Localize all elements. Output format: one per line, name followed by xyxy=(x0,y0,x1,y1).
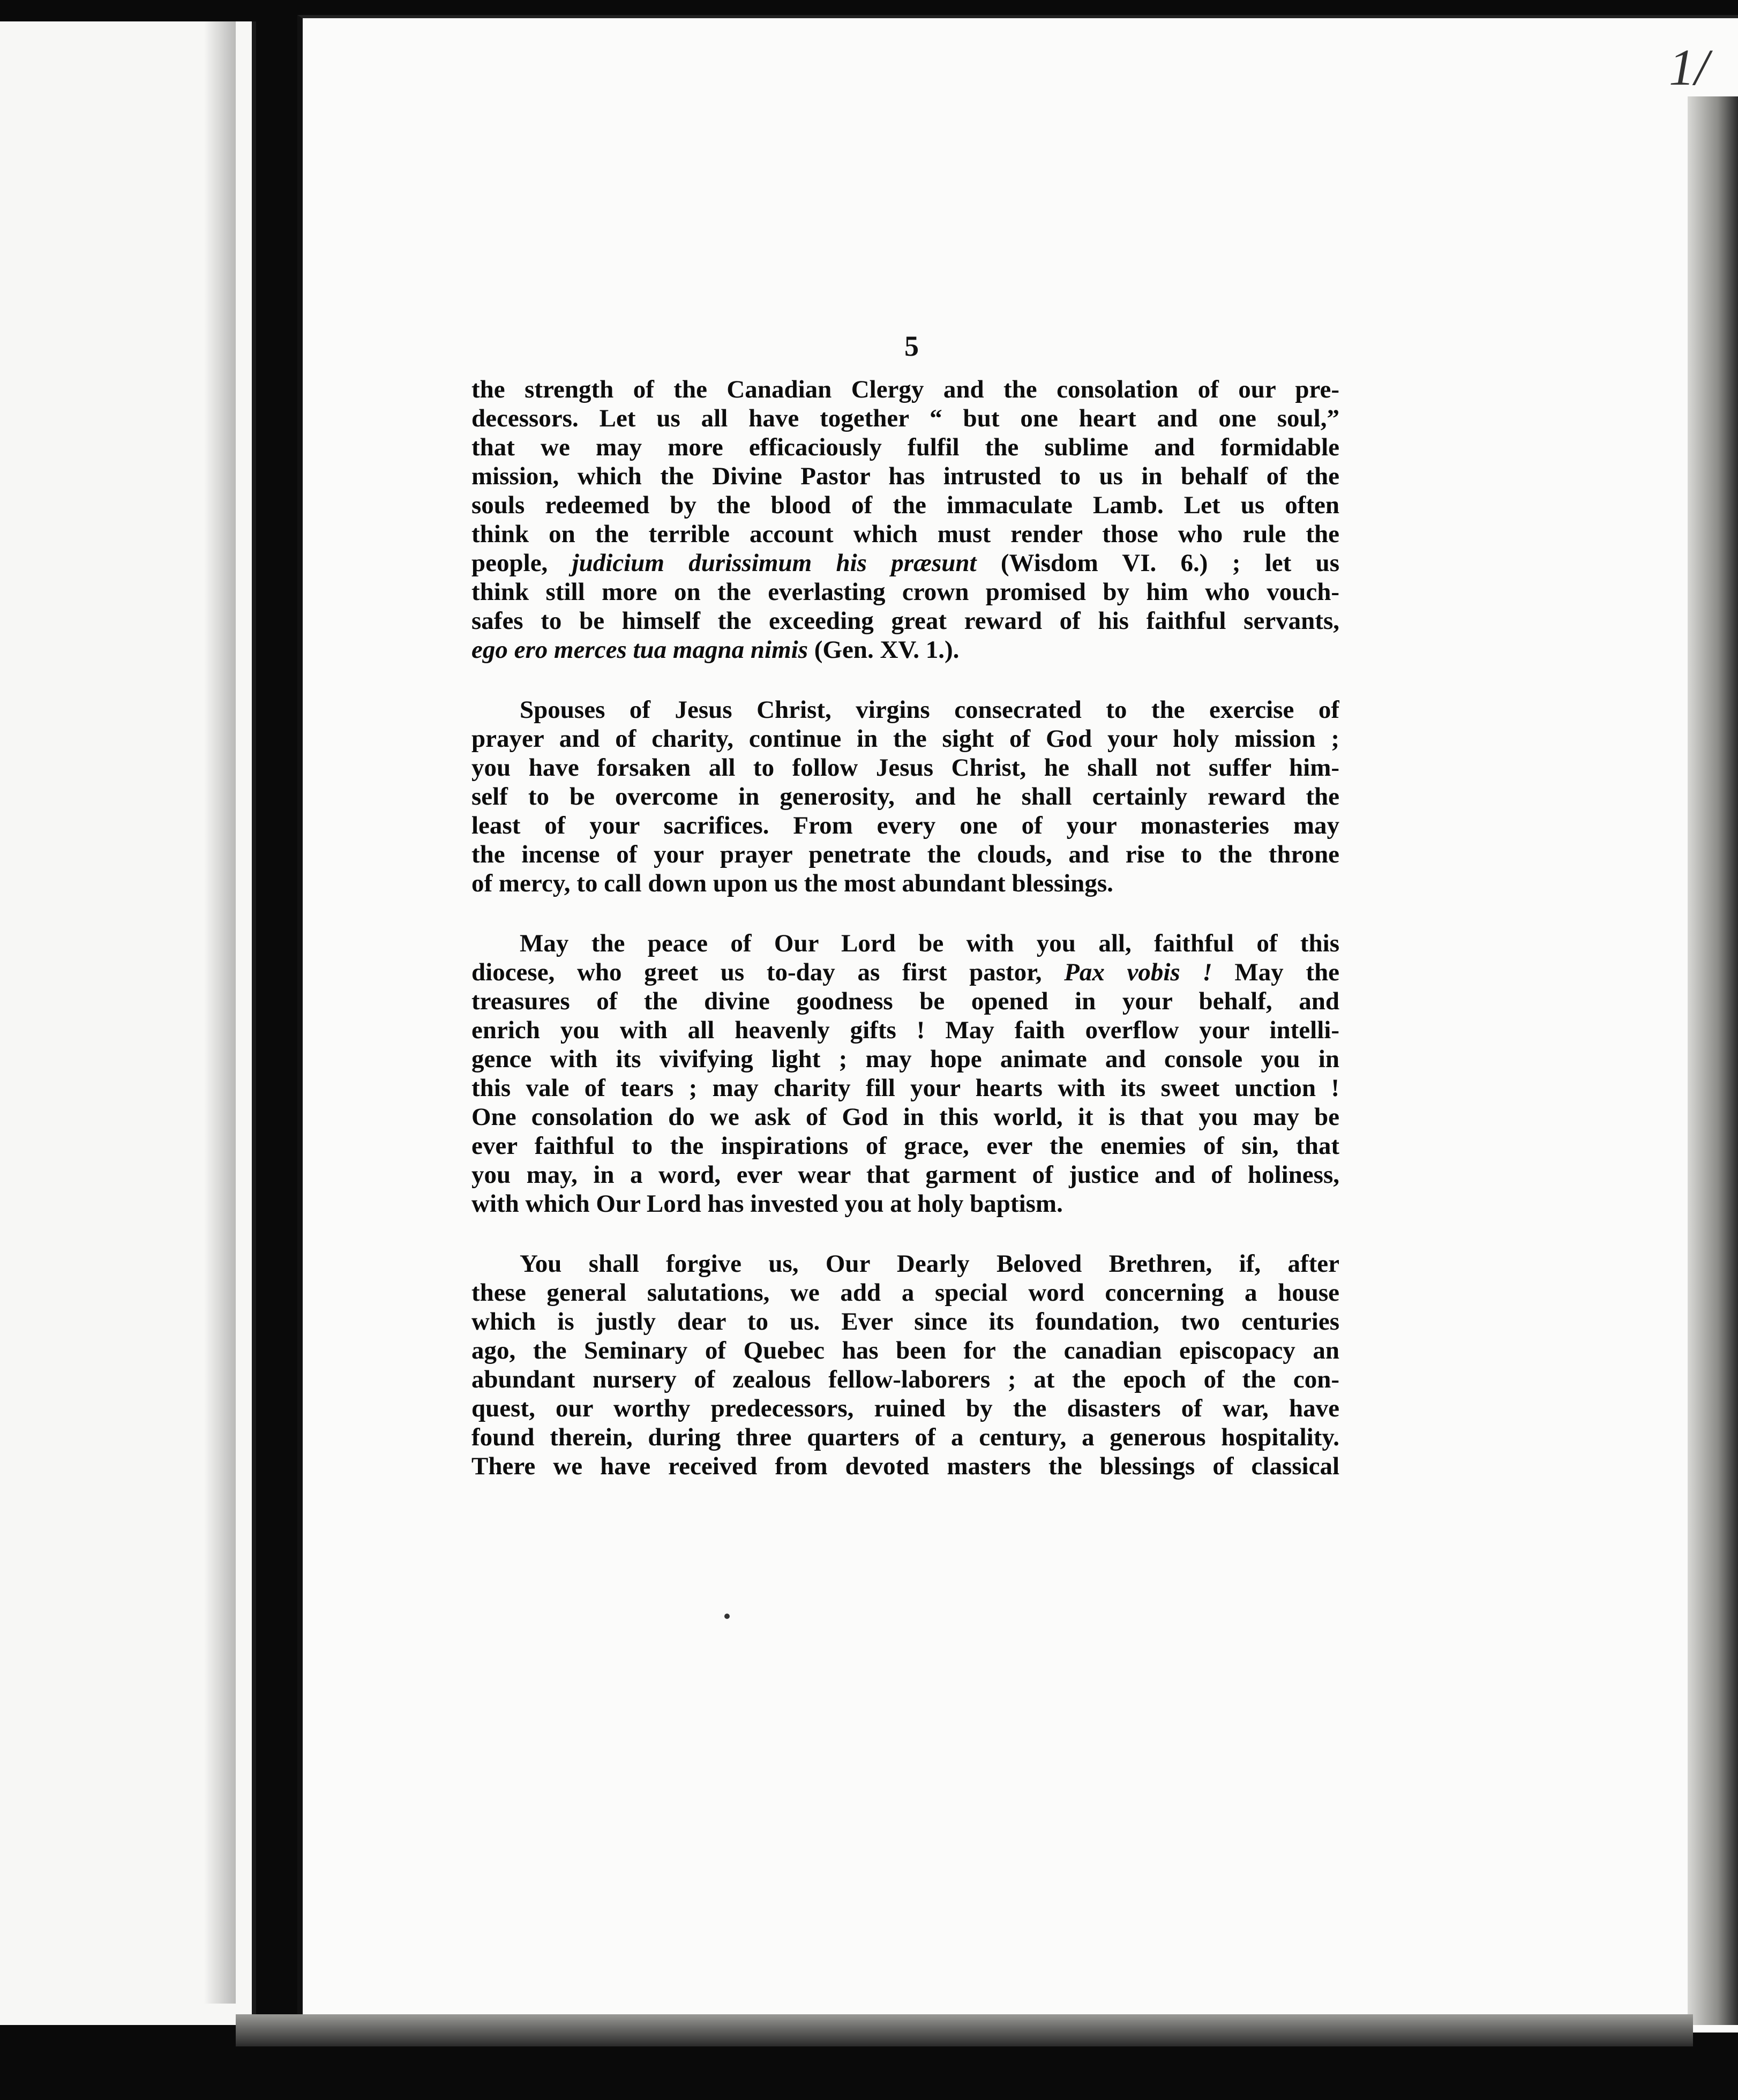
text-run: May the xyxy=(1212,958,1339,986)
text-line-mixed xyxy=(471,635,1339,664)
text-line: safes to be himself the exceeding great reward of his faithful servants, xyxy=(471,607,1339,635)
text-run: (Wisdom VI. 6.) ; let us xyxy=(976,549,1339,577)
paragraph-4 xyxy=(471,1249,1339,1481)
text-line: May the peace of Our Lord be with you all, faithful of this xyxy=(520,929,1339,957)
text-line: self to be overcome in generosity, and he shall certainly reward the xyxy=(471,783,1339,811)
page-stack-edge-right xyxy=(1688,96,1738,2025)
text-line: found therein, during three quarters of a century, a generous hospitality. xyxy=(471,1423,1339,1451)
text-line: ago, the Seminary of Quebec has been for the canadian episcopacy an xyxy=(471,1337,1339,1364)
text-line: which is justly dear to us. Ever since its foundation, two centuries xyxy=(471,1308,1339,1336)
text-line: the strength of the Canadian Clergy and the consolation of our pre- xyxy=(471,376,1339,403)
page-gutter-shadow xyxy=(204,21,236,2004)
text-line: of mercy, to call down upon us the most abundant blessings. xyxy=(471,869,1113,897)
paragraph-3 xyxy=(471,929,1339,1218)
page-stack-edge-bottom xyxy=(236,2014,1693,2046)
text-line: One consolation do we ask of God in this world, it is that you may be xyxy=(471,1103,1339,1131)
text-line: with which Our Lord has invested you at holy baptism. xyxy=(471,1190,1063,1218)
text-line: that we may more efficaciously fulfil the sublime and formidable xyxy=(471,433,1339,461)
text-line: abundant nursery of zealous fellow-laborers ; at the epoch of the con- xyxy=(471,1366,1339,1393)
text-line: enrich you with all heavenly gifts ! May faith overflow your intelli- xyxy=(471,1016,1339,1044)
text-line: this vale of tears ; may charity fill your hearts with its sweet unction ! xyxy=(471,1074,1339,1102)
body-text xyxy=(471,375,1339,1512)
margin-handwritten-mark: 1/ xyxy=(1669,39,1709,96)
text-line: these general salutations, we add a special word concerning a house xyxy=(471,1279,1339,1307)
text-line: the incense of your prayer penetrate the clouds, and rise to the throne xyxy=(471,841,1339,868)
text-line: You shall forgive us, Our Dearly Beloved Brethren, if, after xyxy=(520,1250,1339,1278)
text-line: treasures of the divine goodness be opened in your behalf, and xyxy=(471,987,1339,1015)
page-number: 5 xyxy=(904,330,919,362)
text-line: There we have received from devoted masters the blessings of classical xyxy=(471,1452,1339,1480)
text-line: decessors. Let us all have together “ but one heart and one soul,” xyxy=(471,404,1339,432)
text-line: Spouses of Jesus Christ, virgins consecrated to the exercise of xyxy=(520,696,1339,724)
text-line-mixed xyxy=(471,958,1339,987)
text-line: think on the terrible account which must render those who rule the xyxy=(471,520,1339,548)
text-line: gence with its vivifying light ; may hope animate and console you in xyxy=(471,1045,1339,1073)
ink-speck xyxy=(724,1614,730,1619)
text-run: (Gen. XV. 1.). xyxy=(807,636,960,664)
text-run: diocese, who greet us to-day as first pastor, xyxy=(471,958,1065,986)
paragraph-1 xyxy=(471,375,1339,664)
text-line: think still more on the everlasting crown promised by him who vouch- xyxy=(471,578,1339,606)
paragraph-2 xyxy=(471,695,1339,898)
text-run: people, xyxy=(471,549,572,577)
latin-quote: Pax vobis ! xyxy=(1064,958,1212,986)
latin-quote: ego ero merces tua magna nimis xyxy=(471,636,808,664)
text-line: ever faithful to the inspirations of grace, ever the enemies of sin, that xyxy=(471,1132,1339,1160)
text-line-mixed xyxy=(471,549,1339,578)
text-line: prayer and of charity, continue in the sight of God your holy mission ; xyxy=(471,725,1339,753)
text-line: quest, our worthy predecessors, ruined by the disasters of war, have xyxy=(471,1394,1339,1422)
text-line: least of your sacrifices. From every one of your monasteries may xyxy=(471,812,1339,839)
latin-quote: judicium durissimum his præsunt xyxy=(572,549,977,577)
text-line: mission, which the Divine Pastor has intrusted to us in behalf of the xyxy=(471,462,1339,490)
text-line: souls redeemed by the blood of the immaculate Lamb. Let us often xyxy=(471,491,1339,519)
text-line: you may, in a word, ever wear that garment of justice and of holiness, xyxy=(471,1161,1339,1189)
text-line: you have forsaken all to follow Jesus Christ, he shall not suffer him- xyxy=(471,754,1339,782)
